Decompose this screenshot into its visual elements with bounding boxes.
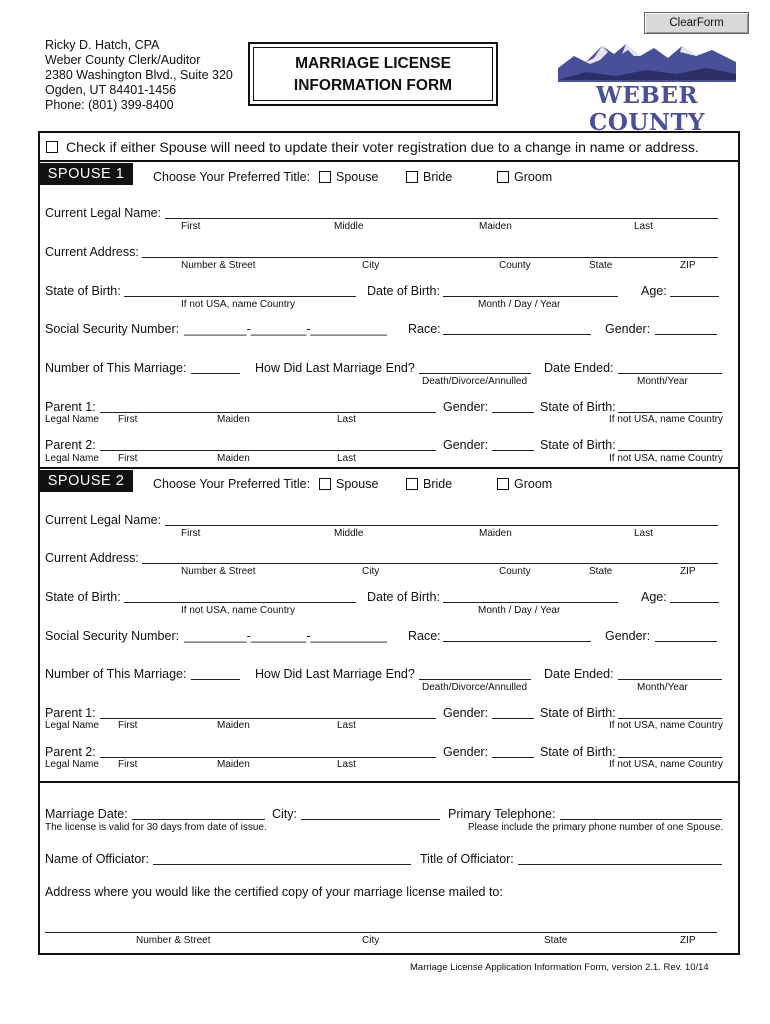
spouse2-parent1-name-field[interactable] (100, 718, 436, 719)
sub-month-year: Month/Year (637, 376, 688, 387)
ssn-label: Social Security Number: (45, 629, 180, 643)
sub-if-not-usa: If not USA, name Country (181, 299, 295, 310)
primary-phone-field[interactable] (560, 819, 722, 820)
date-ended-label: Date Ended: (544, 667, 614, 681)
sub-month-year: Month/Year (637, 682, 688, 693)
sub-zip: ZIP (680, 935, 696, 946)
office-line: Ricky D. Hatch, CPA (45, 38, 160, 52)
form-title-box (248, 42, 498, 106)
option-bride-label: Bride (423, 477, 453, 491)
clear-form-button[interactable]: ClearForm (644, 12, 749, 34)
spouse1-parent1-birth-state-field[interactable] (618, 412, 722, 413)
option-bride-label: Bride (423, 170, 453, 184)
sub-maiden: Maiden (217, 759, 250, 770)
form-title-line2: INFORMATION FORM (293, 77, 453, 94)
spouse1-marriage-number-field[interactable] (191, 373, 240, 374)
spouse2-parent2-name-field[interactable] (100, 757, 436, 758)
spouse2-gender-field[interactable] (655, 641, 717, 642)
sub-first: First (118, 453, 138, 464)
officiator-name-field[interactable] (153, 864, 411, 865)
office-line: Phone: (801) 399-8400 (45, 98, 174, 112)
sub-city: City (362, 935, 380, 946)
office-address (45, 38, 233, 113)
sub-last: Last (337, 759, 356, 770)
sub-county: County (499, 566, 531, 577)
spouse2-marriage-number-field[interactable] (191, 679, 240, 680)
phone-note: Please include the primary phone number of one Spouse. (468, 822, 724, 833)
spouse2-parent1-birth-state-field[interactable] (618, 718, 722, 719)
sub-month-day-year: Month / Day / Year (478, 605, 561, 616)
spouse1-parent2-name-field[interactable] (100, 450, 436, 451)
sub-legal-name: Legal Name (45, 453, 99, 464)
voter-registration-label: Check if either Spouse will need to update their voter registration due to a change in name or address. (66, 139, 699, 155)
sub-maiden: Maiden (479, 528, 512, 539)
officiator-title-label: Title of Officiator: (420, 852, 514, 866)
spouse1-parent1-gender-field[interactable] (492, 412, 534, 413)
state-of-birth-label: State of Birth: (540, 745, 616, 759)
sub-first: First (118, 720, 138, 731)
gender-label: Gender: (443, 438, 489, 452)
spouse2-date-ended-field[interactable] (618, 679, 722, 680)
state-of-birth-label: State of Birth: (45, 284, 121, 298)
logo-text: WEBER COUNTY (589, 82, 705, 136)
marriage-date-field[interactable] (132, 819, 265, 820)
office-line: Ogden, UT 84401-1456 (45, 83, 177, 97)
spouse1-state-of-birth-field[interactable] (124, 296, 356, 297)
sub-number-street: Number & Street (181, 260, 256, 271)
form-version-footer: Marriage License Application Information Form, version 2.1. Rev. 10/14 (410, 962, 709, 973)
date-of-birth-label: Date of Birth: (367, 590, 440, 604)
spouse2-last-marriage-end-field[interactable] (419, 679, 531, 680)
title-prompt: Choose Your Preferred Title: (153, 170, 311, 184)
parent2-label: Parent 2: (45, 745, 96, 759)
spouse1-dob-field[interactable] (443, 296, 618, 297)
sub-last: Last (634, 221, 653, 232)
state-of-birth-label: State of Birth: (45, 590, 121, 604)
marriage-city-field[interactable] (301, 819, 440, 820)
sub-month-day-year: Month / Day / Year (478, 299, 561, 310)
gender-label: Gender: (443, 745, 489, 759)
sub-city: City (362, 260, 380, 271)
sub-zip: ZIP (680, 566, 696, 577)
age-label: Age: (641, 590, 667, 604)
gender-label: Gender: (605, 629, 651, 643)
state-of-birth-label: State of Birth: (540, 400, 616, 414)
sub-maiden: Maiden (217, 453, 250, 464)
sub-maiden: Maiden (217, 720, 250, 731)
legal-name-label: Current Legal Name: (45, 513, 162, 527)
sub-maiden: Maiden (479, 221, 512, 232)
officiator-title-field[interactable] (518, 864, 722, 865)
spouse2-ssn-field[interactable]: _________-________-___________ (184, 629, 387, 643)
spouse2-title-spouse-checkbox[interactable] (319, 478, 331, 490)
sub-state: State (589, 260, 613, 271)
weber-county-logo (556, 38, 738, 136)
sub-legal-name: Legal Name (45, 414, 99, 425)
spouse2-age-field[interactable] (670, 602, 719, 603)
parent2-label: Parent 2: (45, 438, 96, 452)
spouse1-parent1-name-field[interactable] (100, 412, 436, 413)
ssn-label: Social Security Number: (45, 322, 180, 336)
spouse1-title-bride-checkbox[interactable] (406, 171, 418, 183)
sub-death-divorce: Death/Divorce/Annulled (422, 376, 528, 387)
sub-last: Last (337, 720, 356, 731)
age-label: Age: (641, 284, 667, 298)
sub-first: First (181, 221, 201, 232)
sub-first: First (118, 414, 138, 425)
spouse1-race-field[interactable] (443, 334, 591, 335)
spouse1-parent2-gender-field[interactable] (492, 450, 534, 451)
sub-county: County (499, 260, 531, 271)
marriage-date-label: Marriage Date: (45, 807, 128, 821)
spouse2-parent2-gender-field[interactable] (492, 757, 534, 758)
sub-zip: ZIP (680, 260, 696, 271)
spouse1-title-spouse-checkbox[interactable] (319, 171, 331, 183)
spouse2-parent2-birth-state-field[interactable] (618, 757, 722, 758)
sub-first: First (181, 528, 201, 539)
marriage-number-label: Number of This Marriage: (45, 667, 187, 681)
sub-legal-name: Legal Name (45, 759, 99, 770)
spouse2-address-field[interactable] (142, 563, 718, 564)
sub-last: Last (337, 453, 356, 464)
spouse2-state-of-birth-field[interactable] (124, 602, 356, 603)
spouse2-title-bride-checkbox[interactable] (406, 478, 418, 490)
option-groom-label: Groom (514, 477, 553, 491)
spouse1-last-marriage-end-field[interactable] (419, 373, 531, 374)
sub-if-not-usa: If not USA, name Country (609, 759, 723, 770)
option-groom-label: Groom (514, 170, 553, 184)
spouse1-address-field[interactable] (142, 257, 718, 258)
parent1-label: Parent 1: (45, 400, 96, 414)
address-label: Current Address: (45, 245, 139, 259)
marriage-number-label: Number of This Marriage: (45, 361, 187, 375)
license-valid-note: The license is valid for 30 days from date of issue. (45, 822, 267, 833)
section-divider (38, 781, 740, 783)
race-label: Race: (408, 322, 441, 336)
office-line: Weber County Clerk/Auditor (45, 53, 201, 67)
sub-number-street: Number & Street (181, 566, 256, 577)
sub-state: State (589, 566, 613, 577)
sub-middle: Middle (334, 221, 364, 232)
voter-registration-checkbox[interactable] (46, 141, 58, 153)
state-of-birth-label: State of Birth: (540, 438, 616, 452)
date-ended-label: Date Ended: (544, 361, 614, 375)
sub-if-not-usa: If not USA, name Country (609, 720, 723, 731)
spouse1-parent2-birth-state-field[interactable] (618, 450, 722, 451)
spouse1-gender-field[interactable] (655, 334, 717, 335)
sub-legal-name: Legal Name (45, 720, 99, 731)
state-of-birth-label: State of Birth: (540, 706, 616, 720)
sub-middle: Middle (334, 528, 364, 539)
marriage-city-label: City: (272, 807, 297, 821)
gender-label: Gender: (605, 322, 651, 336)
spouse2-race-field[interactable] (443, 641, 591, 642)
officiator-name-label: Name of Officiator: (45, 852, 149, 866)
section-divider (38, 467, 740, 469)
address-label: Current Address: (45, 551, 139, 565)
office-line: 2380 Washington Blvd., Suite 320 (45, 68, 233, 82)
sub-first: First (118, 759, 138, 770)
date-of-birth-label: Date of Birth: (367, 284, 440, 298)
spouse2-dob-field[interactable] (443, 602, 618, 603)
form-title-line1: MARRIAGE LICENSE (295, 55, 451, 72)
sub-last: Last (634, 528, 653, 539)
spouse1-banner: SPOUSE 1 (39, 163, 133, 185)
sub-if-not-usa: If not USA, name Country (609, 414, 723, 425)
spouse1-legal-name-field[interactable] (165, 218, 718, 219)
sub-last: Last (337, 414, 356, 425)
spouse1-ssn-field[interactable]: _________-________-___________ (184, 322, 387, 336)
spouse2-parent1-gender-field[interactable] (492, 718, 534, 719)
gender-label: Gender: (443, 706, 489, 720)
option-spouse-label: Spouse (336, 170, 379, 184)
spouse1-title-groom-checkbox[interactable] (497, 171, 509, 183)
parent1-label: Parent 1: (45, 706, 96, 720)
mail-address-label: Address where you would like the certified copy of your marriage license mailed to: (45, 885, 503, 899)
mail-address-field[interactable] (45, 932, 717, 933)
mountain-logo-icon (556, 38, 738, 82)
legal-name-label: Current Legal Name: (45, 206, 162, 220)
spouse2-legal-name-field[interactable] (165, 525, 718, 526)
title-prompt: Choose Your Preferred Title: (153, 477, 311, 491)
sub-death-divorce: Death/Divorce/Annulled (422, 682, 528, 693)
sub-if-not-usa: If not USA, name Country (609, 453, 723, 464)
spouse1-age-field[interactable] (670, 296, 719, 297)
primary-phone-label: Primary Telephone: (448, 807, 556, 821)
last-marriage-end-label: How Did Last Marriage End? (255, 667, 415, 681)
sub-maiden: Maiden (217, 414, 250, 425)
sub-if-not-usa: If not USA, name Country (181, 605, 295, 616)
race-label: Race: (408, 629, 441, 643)
sub-state: State (544, 935, 568, 946)
sub-number-street: Number & Street (136, 935, 211, 946)
spouse1-date-ended-field[interactable] (618, 373, 722, 374)
option-spouse-label: Spouse (336, 477, 379, 491)
section-divider (38, 160, 740, 162)
spouse2-banner: SPOUSE 2 (39, 470, 133, 492)
spouse2-title-groom-checkbox[interactable] (497, 478, 509, 490)
sub-city: City (362, 566, 380, 577)
last-marriage-end-label: How Did Last Marriage End? (255, 361, 415, 375)
gender-label: Gender: (443, 400, 489, 414)
